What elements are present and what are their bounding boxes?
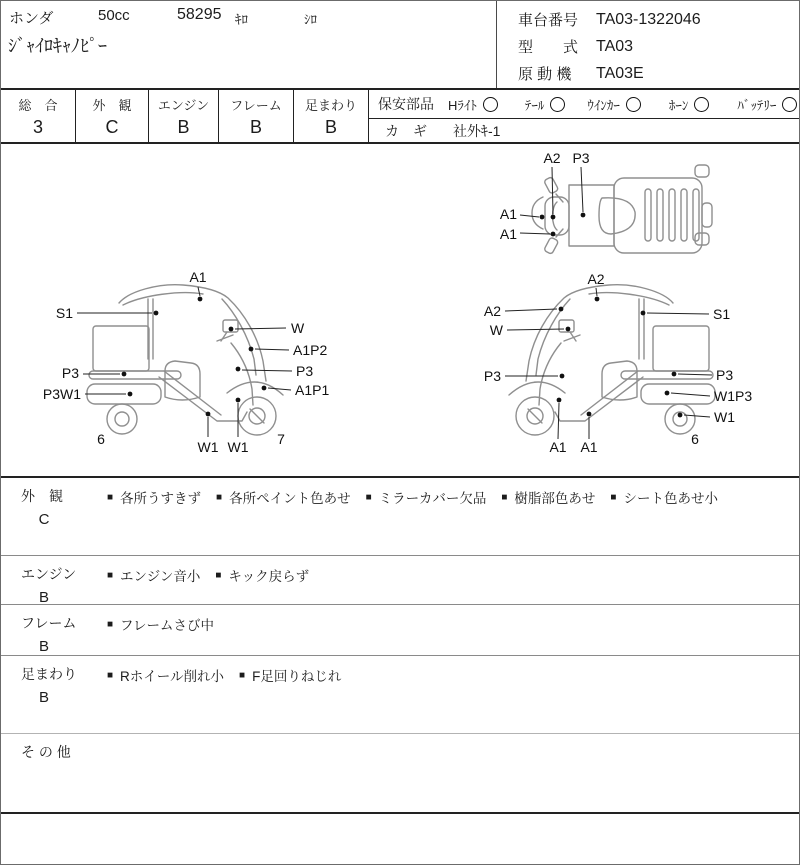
header [1,1,799,88]
diagram-label: W1 [227,439,249,455]
ok-circle-icon [694,97,709,112]
condition-item: ■ エンジン音小 [107,569,201,584]
score-cell-frame [219,90,294,142]
safety-parts-title: 保安部品 [378,96,434,112]
scooter-right-side-diagram [31,263,331,463]
safety-item-horn [669,95,710,114]
diagram-label: A1P2 [293,342,328,358]
bottom-empty-strip [1,812,799,864]
diagram-label: P3 [296,363,314,379]
condition-item: ■ 各所ペイント色あせ [216,491,351,506]
safety-item-label: Hﾗｲﾄ [448,97,477,113]
diagram-label: P3 [716,367,734,383]
damage-dots [557,297,683,418]
square-bullet-icon: ■ [107,491,114,503]
condition-label: そ の 他 [21,744,71,760]
wheel-size-number: 6 [691,431,699,447]
safety-parts-block [369,90,799,142]
condition-items [107,734,799,812]
condition-item: ■ キック戻らず [215,569,310,584]
safety-item-label: ﾊﾞｯﾃﾘｰ [737,97,777,113]
diagram-label: A1 [189,269,207,285]
score-cell-overall [1,90,76,142]
condition-item: ■ 樹脂部色あせ [501,491,596,506]
condition-label: 外 観 [21,488,63,504]
diagram-label: W [489,322,503,338]
square-bullet-icon: ■ [216,491,223,503]
safety-item-label: ﾃｰﾙ [524,97,545,113]
condition-item: ■ シート色あせ小 [610,491,718,506]
engine-code-label: 原 動 機 [518,66,572,83]
diagram-label: W [291,320,305,336]
scooter-left-side-diagram [461,263,771,463]
diagram-label: S1 [55,305,73,321]
diagram-label: A2 [483,303,501,319]
ok-circle-icon [782,97,797,112]
score-value: B [177,117,190,137]
square-bullet-icon: ■ [610,491,617,503]
score-value: C [105,117,119,137]
diagram-label: P3 [61,365,79,381]
square-bullet-icon: ■ [215,569,222,581]
safety-item-winker [587,95,641,114]
wheel-size-number: 6 [97,431,105,447]
condition-item: ■ Rホイール削れ小 [107,669,225,684]
condition-items [107,478,799,555]
condition-item: ■ 各所うすきず [107,491,202,506]
score-label: 外 観 [92,98,132,113]
score-cell-undercarriage [294,90,369,142]
diagram-label: P3W1 [42,386,81,402]
damage-dots [540,213,586,237]
square-bullet-icon: ■ [107,669,114,681]
key-value: 社外ｷ-1 [453,122,501,139]
safety-item-tail [525,95,566,114]
square-bullet-icon: ■ [365,491,372,503]
scooter-side-art [509,285,715,435]
chassis-number-label: 車台番号 [518,12,579,29]
diagram-label: A2 [543,150,561,166]
condition-grade: B [38,638,49,655]
ok-circle-icon [626,97,641,112]
model-code-label: 型 式 [518,39,579,56]
score-label: 総 合 [18,98,58,113]
model-code-row [518,33,799,60]
diagram-label: A1 [499,206,517,222]
score-table [1,88,799,144]
diagram-label: W1 [714,409,735,425]
condition-items [107,656,799,733]
square-bullet-icon: ■ [107,569,114,581]
diagram-label: W1P3 [714,388,753,404]
displacement: 50cc [98,7,130,24]
square-bullet-icon: ■ [239,669,246,681]
safety-parts-row [369,90,799,119]
safety-item-label: ﾎｰﾝ [668,97,689,113]
key-row [369,119,799,142]
diagram-label: A1 [499,226,517,242]
score-label: フレーム [230,98,282,113]
condition-items [107,556,799,604]
safety-item-battery [737,95,797,114]
condition-label-col [1,556,107,604]
mileage-unit: ｷﾛ [235,12,248,27]
diagram-label: P3 [572,150,590,166]
vehicle-id-block [496,1,799,88]
condition-grade: C [38,511,50,528]
chassis-number-value: TA03-1322046 [596,10,701,28]
diagram-label: W1 [197,439,219,455]
square-bullet-icon: ■ [107,618,114,630]
mileage-value: 58295 [177,6,222,23]
score-value: 3 [32,117,43,137]
ok-circle-icon [550,97,565,112]
safety-item-headlight [448,95,498,114]
score-cell-exterior [76,90,149,142]
score-cell-engine [149,90,219,142]
condition-table [1,478,799,812]
condition-label-col [1,478,107,555]
condition-row-other [1,734,799,812]
condition-item: ■ ミラーカバー欠品 [365,491,487,506]
diagram-label: P3 [483,368,501,384]
condition-label: エンジン [21,566,77,582]
chassis-number-row [518,6,799,33]
condition-label-col [1,734,107,812]
body-color: ｼﾛ [304,12,317,27]
model-name: ｼﾞｬｲﾛｷｬﾉﾋﾟｰ [8,36,107,56]
score-label: 足まわり [304,98,357,113]
maker-name: ホンダ [9,10,54,27]
diagram-label: A2 [587,271,605,287]
model-code-value: TA03 [596,37,634,55]
condition-grade: B [38,689,49,706]
condition-row-frame [1,605,799,656]
scooter-top-view-diagram [471,149,716,261]
condition-grade: B [38,589,49,606]
engine-code-row [518,60,799,87]
damage-diagram-area [1,144,799,478]
diagram-label: A1 [549,439,567,455]
condition-row-engine [1,556,799,605]
ok-circle-icon [483,97,498,112]
engine-code-value: TA03E [596,64,644,82]
condition-label-col [1,605,107,655]
wheel-size-number: 7 [277,431,285,447]
safety-item-label: ｳｲﾝｶｰ [587,97,620,113]
scooter-side-art [87,285,283,435]
condition-label: 足まわり [21,666,77,682]
diagram-label: S1 [713,306,731,322]
condition-item: ■ フレームさび中 [107,618,215,633]
diagram-label: A1P1 [295,382,330,398]
condition-row-exterior [1,478,799,556]
score-value: B [249,117,262,137]
diagram-label: A1 [580,439,598,455]
score-value: B [324,117,337,137]
scooter-top-view-art [532,165,712,254]
condition-label-col [1,656,107,733]
condition-label: フレーム [21,615,77,631]
condition-row-undercarriage [1,656,799,734]
score-label: エンジン [157,98,210,113]
key-label: カ ギ [385,122,427,139]
condition-items [107,605,799,655]
square-bullet-icon: ■ [501,491,508,503]
condition-item: ■ F足回りねじれ [239,669,342,684]
